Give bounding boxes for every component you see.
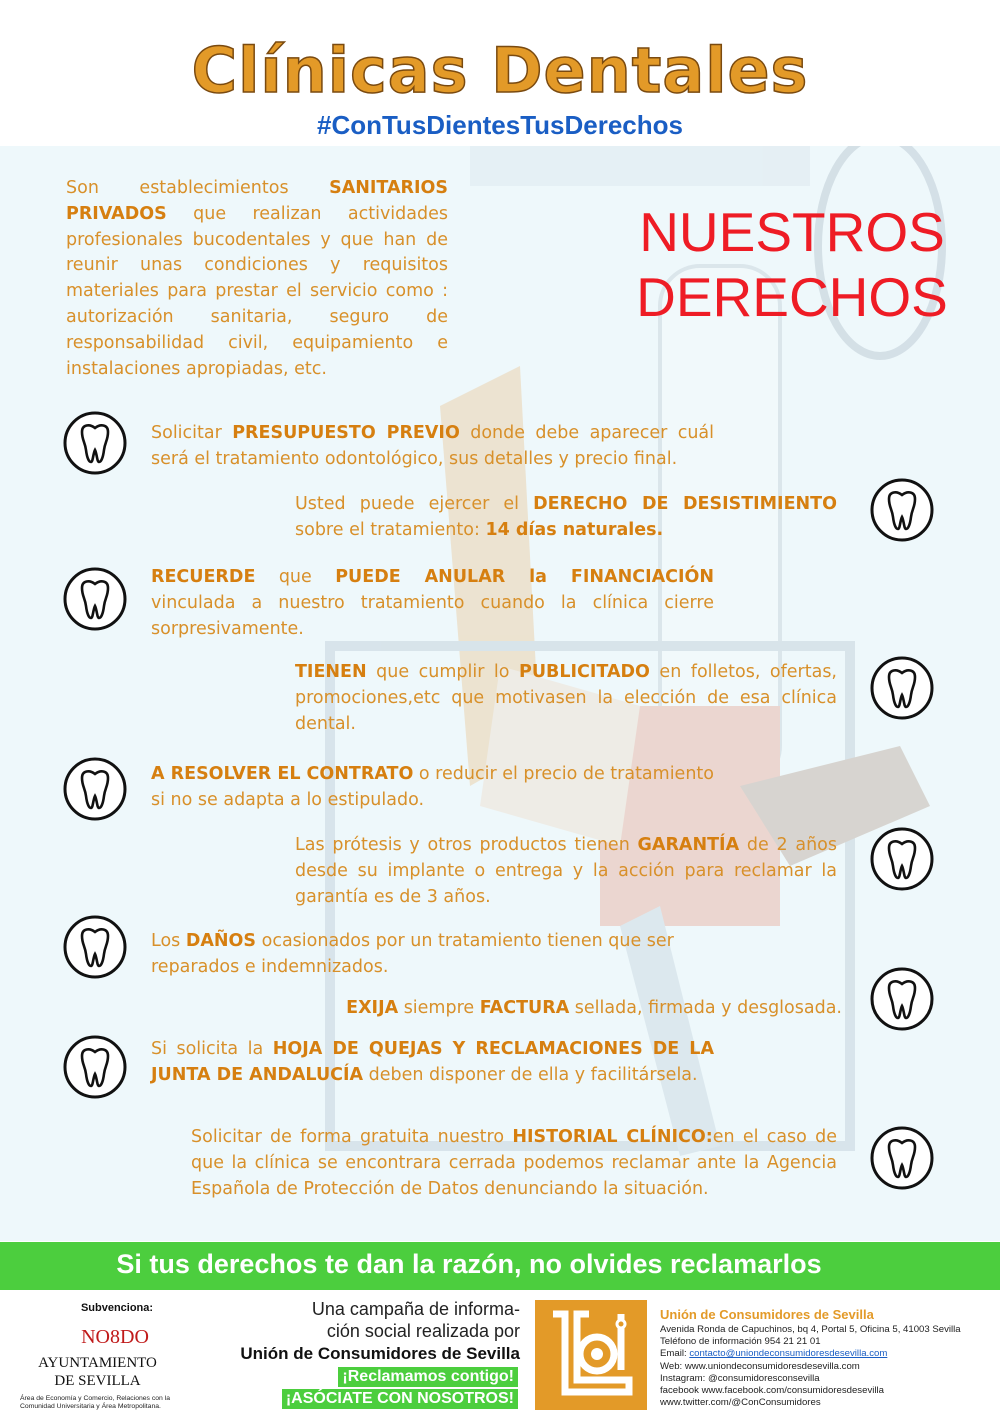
ucs-logo <box>535 1300 647 1410</box>
rights-heading: NUESTROS DERECHOS <box>636 201 948 328</box>
right-item-contract: A RESOLVER EL CONTRATO o reducir el precio de tratamiento si no se adapta a lo estipulado. <box>151 764 714 810</box>
org-facebook[interactable]: facebook www.facebook.com/consumidoresdesevilla <box>660 1385 884 1397</box>
ayuntamiento-name: AYUNTAMIENTO DE SEVILLA <box>38 1355 157 1389</box>
right-item-history: Solicitar de forma gratuita nuestro HISTORIAL CLÍNICO:en el caso de que la clínica se encontrara cerrada podemos reclamar ante la Agencia Española de Protección de Datos denunciando la situación. <box>191 1127 838 1199</box>
campaign-text: Una campaña de informa- ción social realizada por <box>311 1299 520 1341</box>
org-instagram[interactable]: Instagram: @consumidoresconsevilla <box>660 1372 820 1384</box>
tooth-icon <box>869 655 935 721</box>
org-email-line: Email: contacto@uniondeconsumidoresdesevilla.com <box>660 1348 888 1360</box>
tooth-icon <box>62 756 128 822</box>
tooth-icon <box>62 914 128 980</box>
sponsor-area: Área de Economía y Comercio, Relaciones con la Comunidad Universitaria y Área Metropolitana. <box>20 1395 170 1410</box>
page-title: Clínicas Dentales <box>191 34 809 107</box>
right-item-invoice: EXIJA siempre FACTURA sellada, firmada y desglosada. <box>346 998 842 1018</box>
right-item-advertised: TIENEN que cumplir lo PUBLICITADO en folletos, ofertas, promociones,etc que motivasen la elección de esa clínica dental. <box>295 662 837 734</box>
org-contact <box>660 1307 1000 1409</box>
hashtag: #ConTusDientesTusDerechos <box>316 110 683 140</box>
org-phone: Teléfono de información 954 21 21 01 <box>660 1336 821 1348</box>
tooth-icon <box>62 1034 128 1100</box>
org-address: Avenida Ronda de Capuchinos, bq 4, Portal 5, Oficina 5, 41003 Sevilla <box>660 1324 961 1335</box>
right-item-budget: Solicitar PRESUPUESTO PREVIO donde debe aparecer cuál será el tratamiento odontológico, sus detalles y precio final. <box>151 423 714 469</box>
org-web[interactable]: Web: www.uniondeconsumidoresdesevilla.com <box>660 1360 860 1372</box>
tooth-icon <box>869 477 935 543</box>
slogan-text: Si tus derechos te dan la razón, no olvides reclamarlos <box>116 1249 822 1279</box>
tooth-icon <box>869 826 935 892</box>
right-item-complaints: Si solicita la HOJA DE QUEJAS Y RECLAMACIONES DE LA JUNTA DE ANDALUCÍA deben disponer de ella y facilitársela. <box>151 1039 714 1085</box>
org-name: Unión de Consumidores de Sevilla <box>660 1307 874 1322</box>
tooth-icon <box>62 410 128 476</box>
org-email-link[interactable]: contacto@uniondeconsumidoresdesevilla.com <box>689 1348 888 1360</box>
sponsor-label: Subvenciona: <box>80 1302 154 1314</box>
right-item-withdrawal: Usted puede ejercer el DERECHO DE DESISTIMIENTO sobre el tratamiento: 14 días naturales. <box>295 494 837 540</box>
cta-asociate: ¡ASÓCIATE CON NOSOTROS! <box>282 1389 518 1409</box>
right-item-warranty: Las prótesis y otros productos tienen GARANTÍA de 2 años desde su implante o entrega y la acción para reclamar la garantía es de 3 años. <box>295 835 838 907</box>
nodo-logo: NO8DO <box>81 1326 149 1348</box>
tooth-icon <box>62 566 128 632</box>
right-item-damages: Los DAÑOS ocasionados por un tratamiento tienen que ser reparados e indemnizados. <box>151 931 674 977</box>
cta-reclamamos: ¡Reclamamos contigo! <box>338 1367 518 1387</box>
right-item-financing: RECUERDE que PUEDE ANULAR la FINANCIACIÓN vinculada a nuestro tratamiento cuando la clínica cierre sorpresivamente. <box>151 567 714 639</box>
org-twitter[interactable]: www.twitter.com/@ConConsumidores <box>660 1397 821 1409</box>
intro-paragraph: Son establecimientos SANITARIOS PRIVADOS que realizan actividades profesionales bucodentales y que han de reunir unas condiciones y requisitos materiales para prestar el servicio como : autorización sanitaria, seguro de responsabilidad civil, equipamiento e instalaciones apropiadas, etc. <box>66 178 448 379</box>
campaign-org: Unión de Consumidores de Sevilla <box>240 1344 520 1363</box>
tooth-icon <box>869 1125 935 1191</box>
tooth-icon <box>869 966 935 1032</box>
